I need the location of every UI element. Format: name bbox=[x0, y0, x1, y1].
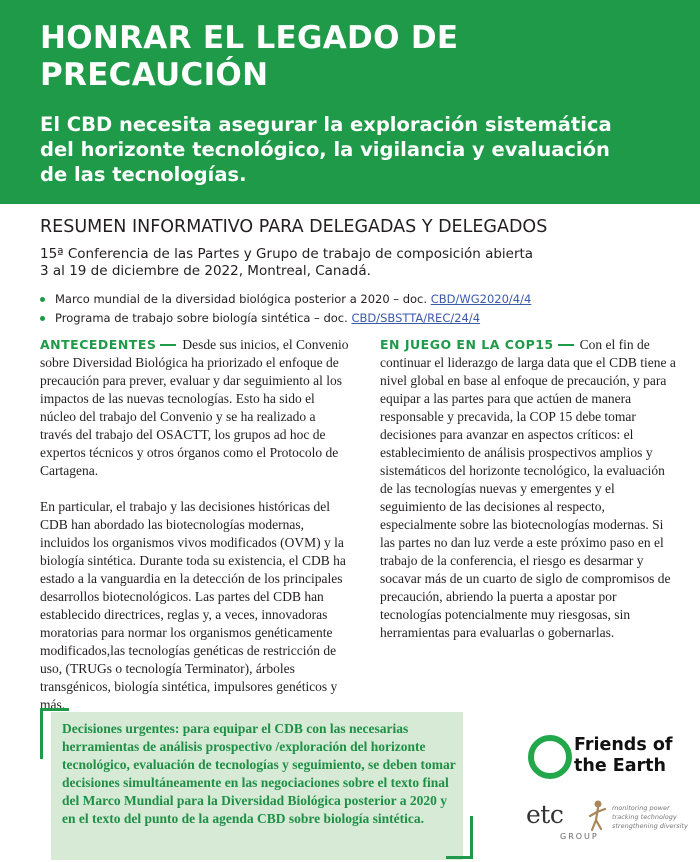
section-heading: EN JUEGO EN LA COP15 bbox=[380, 337, 554, 352]
logo-line: Friends of bbox=[574, 735, 673, 755]
section-heading: ANTECEDENTES bbox=[40, 337, 157, 352]
paragraph: En particular, el trabajo y las decisiones históricas del CDB han abordado las biotecnologías modernas, incluidos los organismos vivos modificados (OVM) y la biología sintética. Durante toda su existencia, el CDB ha estado a la vanguardia en la detección de los principales desarrollos biotecnológicos. Las partes del CDB han establecido directrices, reglas y, a veces, innovadoras moratorias para normar los organismos genéticamente modificados,las tecnologías genéticas de restricción de uso, (TRUGs o tecnología Terminator), árboles transgénicos, biología sintética, impulsores genéticos y más. bbox=[40, 499, 346, 712]
logo-subtext: GROUP bbox=[560, 832, 599, 841]
header-banner bbox=[0, 0, 700, 204]
logo-line: the Earth bbox=[574, 756, 667, 776]
etc-group-logo bbox=[524, 798, 694, 858]
antecedentes-section bbox=[40, 336, 350, 732]
logo-wordmark: etc bbox=[526, 800, 564, 829]
brief-title: RESUMEN INFORMATIVO PARA DELEGADAS Y DELEGADOS bbox=[40, 217, 548, 237]
logo-tagline bbox=[612, 804, 688, 831]
title-line: HONRAR EL LEGADO DE bbox=[40, 20, 459, 56]
list-item bbox=[40, 309, 531, 328]
document-link[interactable]: CBD/WG2020/4/4 bbox=[430, 292, 532, 306]
subtitle-line: del horizonte tecnológico, la vigilancia y evaluación bbox=[40, 138, 610, 161]
list-item bbox=[40, 290, 531, 309]
heading-rule bbox=[558, 344, 574, 346]
document-link[interactable]: CBD/SBSTTA/REC/24/4 bbox=[351, 311, 481, 325]
meeting-info bbox=[40, 246, 533, 280]
tagline-line: tracking technology bbox=[612, 813, 677, 821]
tagline-line: strengthening diversity bbox=[612, 822, 688, 830]
figure-icon bbox=[584, 798, 612, 838]
paragraph-text: Desde sus inicios, el Convenio sobre Diversidad Biológica ha priorizado el enfoque de precaución para prever, evaluar y dar seguimiento al los impactos de las nuevas tecnologías. Esto ha sido el núcleo del trabajo del Convenio y se ha realizado a través del trabajo del OSACTT, los grupos ad hoc de expertos técnicos y otros órganos como el Protocolo de Cartagena. bbox=[40, 337, 349, 478]
title-line: PRECAUCIÓN bbox=[40, 57, 269, 93]
document-label: Programa de trabajo sobre biología sintética – doc. bbox=[55, 311, 348, 325]
friends-of-the-earth-logo bbox=[524, 733, 694, 783]
paragraph bbox=[380, 336, 680, 642]
document-label: Marco mundial de la diversidad biológica posterior a 2020 – doc. bbox=[55, 292, 428, 306]
meeting-line: 15ª Conferencia de las Partes y Grupo de trabajo de composición abierta bbox=[40, 246, 534, 262]
callout-text: Decisiones urgentes: para equipar el CDB con las necesarias herramientas de análisis prospectivo /exploración del horizonte tecnológico, evaluación de tecnologías y seguimiento, se deben tomar decisiones simultáneamente en las negociaciones sobre el texto final del Marco Mundial para la Diversidad Biológica posterior a 2020 y en el texto del punto de la agenda CBD sobre biología sintética. bbox=[62, 721, 456, 827]
meeting-line: 3 al 19 de diciembre de 2022, Montreal, Canadá. bbox=[40, 263, 371, 279]
heading-rule bbox=[160, 344, 176, 346]
paragraph-text: Con el fin de continuar el liderazgo de larga data que el CDB tiene a nivel global en base al enfoque de precaución, y para equipar a las partes para que actúen de manera responsable y precavida, la COP 15 debe tomar decisiones para avanzar en aspectos críticos: el establecimiento de análisis prospectivos amplios y sistemáticos del horizonte tecnológico, la evaluación de las tecnologías nuevas y emergentes y el seguimiento de las decisiones al respecto, especialmente sobre las biotecnologías modernas. Si las partes no dan luz verde a este próximo paso en el trabajo de la conferencia, el riesgo es desarmar y socavar más de un cuarto de siglo de compromisos de precaución, abriendo la puerta a apostar por tecnologías potencialmente muy riesgosas, sin herramientas para evaluarlas o gobernarlas. bbox=[380, 337, 676, 640]
logo-wordmark bbox=[574, 735, 672, 777]
tagline-line: monitoring power bbox=[612, 804, 670, 812]
subtitle-line: El CBD necesita asegurar la exploración sistemática bbox=[40, 113, 612, 136]
earth-ring-icon bbox=[528, 735, 572, 779]
document-list bbox=[40, 290, 531, 328]
bullet-icon bbox=[40, 316, 45, 321]
bullet-icon bbox=[40, 297, 45, 302]
paragraph bbox=[40, 336, 350, 480]
page-subtitle bbox=[40, 112, 680, 187]
page-title bbox=[40, 20, 660, 94]
en-juego-section bbox=[380, 336, 680, 660]
subtitle-line: de las tecnologías. bbox=[40, 163, 247, 186]
